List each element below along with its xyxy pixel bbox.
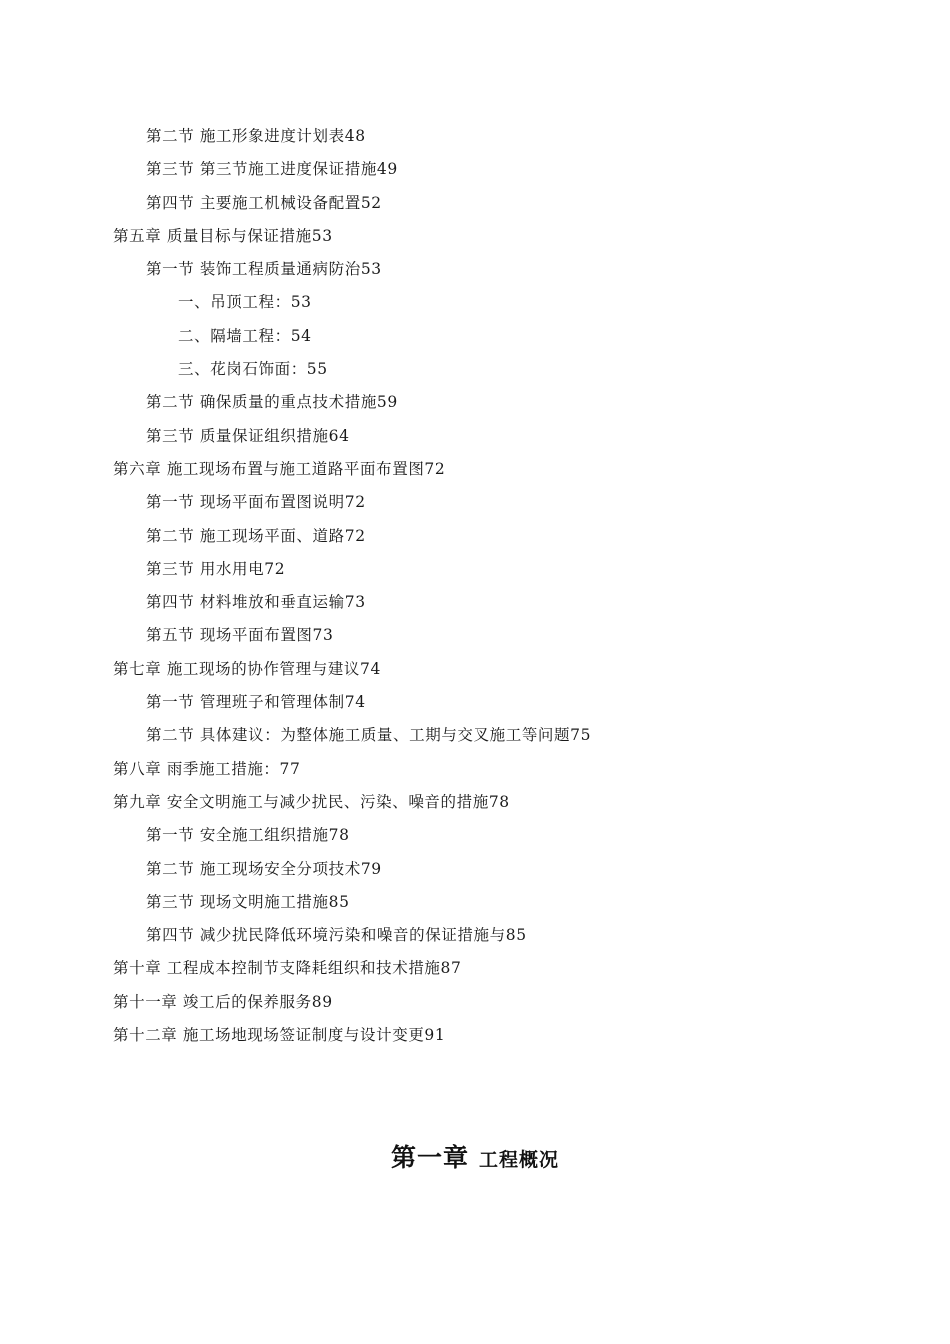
chapter-heading: [0, 1138, 950, 1174]
toc-section-entry: 第一节 装饰工程质量通病防治53: [146, 260, 382, 279]
toc-chapter-entry: 第五章 质量目标与保证措施53: [113, 226, 333, 245]
toc-section-entry: 第五节 现场平面布置图73: [146, 626, 334, 645]
toc-section-entry: 第一节 管理班子和管理体制74: [146, 693, 366, 712]
toc-section-entry: 第三节 用水用电72: [146, 559, 286, 578]
chapter-number: 第一章: [390, 1143, 469, 1172]
toc-section-entry: 第三节 第三节施工进度保证措施49: [146, 160, 398, 179]
toc-subsection-entry: 二、隔墙工程：54: [178, 326, 312, 345]
toc-chapter-entry: 第十一章 竣工后的保养服务89: [113, 992, 333, 1011]
toc-chapter-entry: 第七章 施工现场的协作管理与建议74: [113, 659, 381, 678]
toc-section-entry: 第三节 现场文明施工措施85: [146, 892, 350, 911]
toc-chapter-entry: 第八章 雨季施工措施：77: [113, 759, 301, 778]
toc-section-entry: 第二节 施工形象进度计划表48: [146, 127, 366, 145]
toc-section-entry: 第二节 具体建议：为整体施工质量、工期与交叉施工等问题75: [146, 726, 592, 745]
toc-chapter-entry: 第十二章 施工场地现场签证制度与设计变更91: [113, 1026, 446, 1045]
toc-chapter-entry: 第九章 安全文明施工与减少扰民、污染、噪音的措施78: [113, 792, 510, 811]
toc-section-entry: 第二节 施工现场安全分项技术79: [146, 859, 382, 878]
toc-section-entry: 第一节 安全施工组织措施78: [146, 826, 350, 845]
toc-section-entry: 第一节 现场平面布置图说明72: [146, 493, 366, 512]
toc-chapter-entry: 第六章 施工现场布置与施工道路平面布置图72: [113, 459, 446, 478]
toc-section-entry: 第四节 主要施工机械设备配置52: [146, 193, 382, 212]
toc-section-entry: 第四节 材料堆放和垂直运输73: [146, 593, 366, 612]
table-of-contents: [113, 120, 913, 1052]
toc-section-entry: 第二节 确保质量的重点技术措施59: [146, 393, 398, 412]
chapter-title: 工程概况: [479, 1149, 560, 1171]
toc-section-entry: 第三节 质量保证组织措施64: [146, 426, 350, 445]
toc-subsection-entry: 三、花岗石饰面：55: [178, 360, 328, 379]
toc-subsection-entry: 一、吊顶工程：53: [178, 293, 312, 312]
toc-section-entry: 第四节 减少扰民降低环境污染和噪音的保证措施与85: [146, 926, 527, 945]
toc-chapter-entry: 第十章 工程成本控制节支降耗组织和技术措施87: [113, 959, 462, 978]
toc-section-entry: 第二节 施工现场平面、道路72: [146, 526, 366, 545]
